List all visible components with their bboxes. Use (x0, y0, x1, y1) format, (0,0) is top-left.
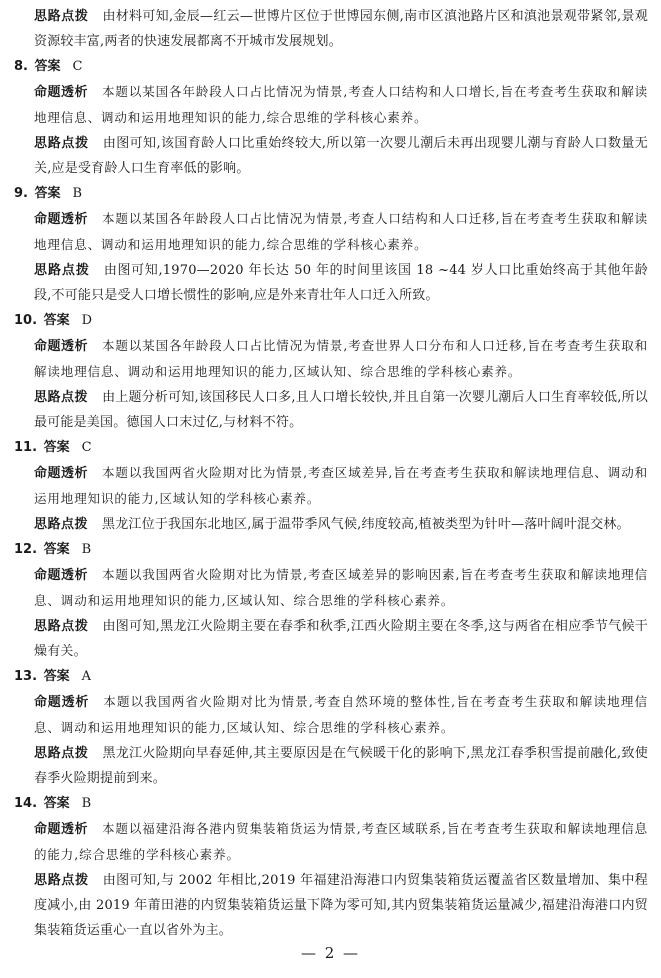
analysis-text: 本题以我国两省火险期对比为情景,考查区域差异,旨在考查考生获取和解读地理信息、调动和运用地理知识的能力,区域认知的学科核心素养。 (34, 465, 648, 506)
hint-paragraph (14, 385, 648, 435)
hint-text: 黑龙江火险期向早春延伸,其主要原因是在气候暖干化的影响下,黑龙江春季积雪提前融化,致使春季火险期提前到来。 (34, 746, 648, 786)
analysis-paragraph (14, 562, 648, 614)
question-number: 12. (14, 542, 38, 557)
answer-choice: A (81, 669, 91, 684)
answer-item-10 (14, 308, 648, 435)
question-number: 9. (14, 186, 28, 201)
answer-choice: C (72, 59, 83, 74)
hint-text: 由上题分析可知,该国移民人口多,且人口增长较快,并且自第一次婴儿潮后人口生育率较低,所以最可能是美国。德国人口末过亿,与材料不符。 (34, 390, 648, 430)
answer-item-11 (14, 435, 648, 537)
hint-paragraph (14, 614, 648, 664)
answer-label: 答案 (43, 440, 70, 455)
hint-label: 思路点拨 (34, 746, 89, 761)
question-number: 8. (14, 59, 28, 74)
analysis-text: 本题以某国各年龄段人口占比情况为情景,考查人口结构和人口迁移,旨在考查考生获取和解读地理信息、调动和运用地理知识的能力,综合思维的学科核心素养。 (34, 211, 648, 252)
answer-choice: D (81, 313, 93, 328)
answer-page (14, 4, 648, 943)
answer-label: 答案 (34, 59, 61, 74)
answer-choice: C (81, 440, 92, 455)
analysis-label: 命题透析 (34, 568, 89, 583)
analysis-label: 命题透析 (34, 339, 89, 354)
answer-item-13 (14, 664, 648, 791)
analysis-paragraph (14, 333, 648, 385)
answer-label: 答案 (43, 796, 70, 811)
hint-text: 黑龙江位于我国东北地区,属于温带季风气候,纬度较高,植被类型为针叶—落叶阔叶混交林。 (102, 517, 630, 532)
analysis-text: 本题以福建沿海各港内贸集装箱货运为情景,考查区域联系,旨在考查考生获取和解读地理信息的能力,综合思维的学科核心素养。 (34, 821, 648, 862)
answer-line (14, 664, 648, 689)
hint-label: 思路点拨 (34, 136, 89, 151)
question-number: 11. (14, 440, 38, 455)
hint-text: 由图可知,该国育龄人口比重始终较大,所以第一次婴儿潮后未再出现婴儿潮与育龄人口数量无关,应是受育龄人口生育率低的影响。 (34, 136, 648, 176)
question-number: 13. (14, 669, 38, 684)
analysis-label: 命题透析 (34, 466, 89, 481)
question-number: 10. (14, 313, 38, 328)
answer-choice: B (81, 796, 92, 811)
answer-label: 答案 (43, 669, 70, 684)
answer-choice: B (72, 186, 83, 201)
answer-line (14, 54, 648, 79)
analysis-label: 命题透析 (34, 85, 89, 100)
analysis-text: 本题以某国各年龄段人口占比情况为情景,考查世界人口分布和人口迁移,旨在考查考生获取和解读地理信息、调动和运用地理知识的能力,区域认知、综合思维的学科核心素养。 (34, 338, 648, 379)
answer-line (14, 537, 648, 562)
analysis-label: 命题透析 (34, 695, 90, 710)
answer-item-8 (14, 54, 648, 181)
analysis-label: 命题透析 (34, 822, 89, 837)
answer-item-9 (14, 181, 648, 308)
analysis-text: 本题以我国两省火险期对比为情景,考查自然环境的整体性,旨在考查考生获取和解读地理信息、调动和运用地理知识的能力,区域认知、综合思维的学科核心素养。 (34, 694, 648, 735)
hint-text: 由图可知,1970—2020 年长达 50 年的时间里该国 18 ~44 岁人口比重始终高于其他年龄段,不可能只是受人口增长惯性的影响,应是外来青壮年人口迁入所致。 (34, 263, 648, 303)
answer-label: 答案 (43, 542, 70, 557)
analysis-label: 命题透析 (34, 212, 89, 227)
hint-label: 思路点拨 (34, 9, 89, 24)
answer-line (14, 435, 648, 460)
hint-label: 思路点拨 (34, 619, 89, 634)
hint-text: 由图可知,与 2002 年相比,2019 年福建沿海港口内贸集装箱货运覆盖省区数量增加、集中程度减小,由 2019 年莆田港的内贸集装箱货运量下降为零可知,其内贸集装箱货运量减少,福建沿海港口内贸集装箱货运重心一直以省外为主。 (34, 873, 648, 938)
analysis-paragraph (14, 79, 648, 131)
page-number: — 2 — (300, 944, 361, 962)
analysis-text: 本题以我国两省火险期对比为情景,考查区域差异的影响因素,旨在考查考生获取和解读地理信息、调动和运用地理知识的能力,区域认知、综合思维的学科核心素养。 (34, 567, 648, 608)
analysis-paragraph (14, 689, 648, 741)
analysis-text: 本题以某国各年龄段人口占比情况为情景,考查人口结构和人口增长,旨在考查考生获取和解读地理信息、调动和运用地理知识的能力,综合思维的学科核心素养。 (34, 84, 648, 125)
analysis-paragraph (14, 206, 648, 258)
answer-line (14, 791, 648, 816)
answer-label: 答案 (34, 186, 61, 201)
hint-label: 思路点拨 (34, 873, 89, 888)
question-number: 14. (14, 796, 38, 811)
answer-label: 答案 (43, 313, 70, 328)
answer-line (14, 181, 648, 206)
hint-paragraph (14, 131, 648, 181)
hint-paragraph (14, 741, 648, 791)
hint-paragraph (14, 868, 648, 943)
answer-item-12 (14, 537, 648, 664)
hint-paragraph (14, 512, 648, 537)
answer-choice: B (81, 542, 92, 557)
answer-item-14 (14, 791, 648, 943)
analysis-paragraph (14, 816, 648, 868)
hint-text: 由图可知,黑龙江火险期主要在春季和秋季,江西火险期主要在冬季,这与两省在相应季节气候干燥有关。 (34, 619, 648, 659)
hint-text: 由材料可知,金辰—红云—世博片区位于世博园东侧,南市区滇池路片区和滇池景观带紧邻,景观资源较丰富,两者的快速发展都离不开城市发展规划。 (34, 9, 648, 49)
intro-hint (14, 4, 648, 54)
hint-paragraph (14, 258, 648, 308)
answer-line (14, 308, 648, 333)
hint-label: 思路点拨 (34, 517, 89, 532)
hint-label: 思路点拨 (34, 390, 89, 405)
hint-label: 思路点拨 (34, 263, 90, 278)
analysis-paragraph (14, 460, 648, 512)
